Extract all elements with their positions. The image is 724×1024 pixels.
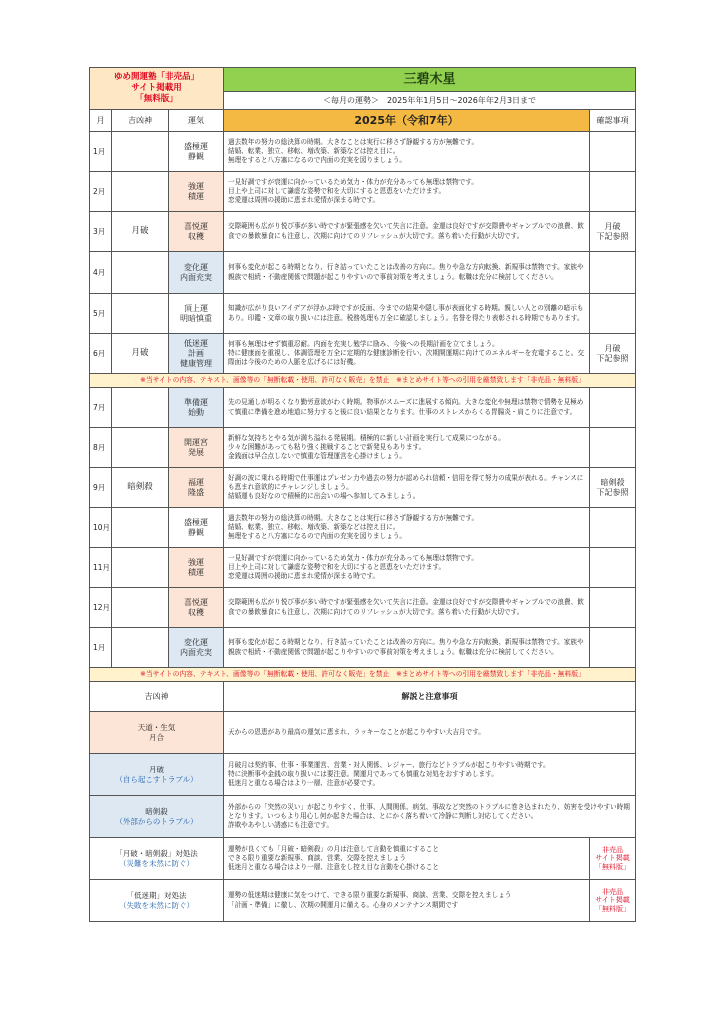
month-row	[90, 388, 636, 428]
check-cell	[590, 428, 636, 468]
brand-line-1: ゆめ開運塾「非売品」	[113, 72, 199, 82]
fortune-line: 低迷運	[184, 338, 208, 348]
legend-term-cell	[90, 838, 224, 880]
check-cell	[590, 508, 636, 548]
kikkyo-cell: 暗剣殺	[112, 468, 169, 508]
fortune-line: 福運	[188, 477, 204, 487]
kikkyo-cell	[112, 294, 169, 334]
fortune-line: 隆盛	[188, 487, 204, 497]
fortune-line: 積運	[188, 191, 204, 201]
year-label: 2025年（令和7年）	[224, 110, 590, 132]
legend-row	[90, 838, 636, 880]
period-text: ＜毎月の運勢＞ 2025年年1月5日～2026年年2月3日まで	[224, 92, 636, 110]
month-cell: 2月	[90, 172, 112, 212]
fortune-line: 盛極運	[184, 141, 208, 151]
fortune-line: 内面充実	[180, 272, 212, 282]
fortune-line: 喜悦運	[184, 597, 208, 607]
description-cell: 何事も変化が起こる時期となり、行き詰っていたことは改善の方向に。焦りや急な方向転換、新規事は禁物です。家族や親族で相続・不動産関係で問題が起こりやすいので事前対策を考えましょう。転職は充分に検討してください。	[224, 252, 590, 294]
check-cell	[590, 172, 636, 212]
month-cell: 5月	[90, 294, 112, 334]
check-cell: 月破 下記参照	[590, 212, 636, 252]
header-month: 月	[90, 110, 112, 132]
fortune-line: 変化運	[184, 262, 208, 272]
check-cell	[590, 628, 636, 668]
legend-description: 天からの恩恵があり最高の運気に恵まれ、ラッキーなことが起こりやすい大吉月です。	[224, 712, 636, 754]
fortune-line: 計画	[188, 348, 204, 358]
fortune-cell	[169, 172, 224, 212]
month-cell: 1月	[90, 132, 112, 172]
fortune-cell	[169, 508, 224, 548]
legend-description: 運勢の低迷期は健康に気をつけて、できる限り重要な新規事、商談、営業、交際を控えましょう 「計画・準備」に徹し、次期の開運月に備える。心身のメンテナンス期間です	[224, 880, 590, 922]
kikkyo-cell	[112, 132, 169, 172]
legend-term: 「月破・暗剣殺」対処法	[115, 848, 198, 858]
description-cell: 一見好調ですが衰運に向かっているため気力・体力が充分あっても無理は禁物です。 目上や上司に対して謙虚な姿勢で和を大切にすると恩恵をいただけます。 恋愛運は周囲の援助に恵まれ愛情が深まる時です。	[224, 548, 590, 588]
month-cell: 1月	[90, 628, 112, 668]
legend-row	[90, 880, 636, 922]
legend-term-cell	[90, 880, 224, 922]
fortune-line: 強運	[188, 557, 204, 567]
description-cell: 先の見通しが明るくなり勤労意欲がわく時期。物事がスムーズに進展する傾向。大きな変化や無理は禁物で情勢を見極めて慎重に準備を進め地道に努力すると後に良い結果となります。仕事のストレスからくる胃腸炎・肩こりに注意です。	[224, 388, 590, 428]
month-row	[90, 132, 636, 172]
description-cell: 知識が広がり良いアイデアが浮かぶ時ですが反面、今までの結果や隠し事が表面化する時期。親しい人との別離の暗示もあり。印鑑・文章の取り扱いには注意。税務処理も万全に確認しましょう。名誉を得たり表彰される時期でもあります。	[224, 294, 590, 334]
fortune-line: 健康管理	[180, 358, 212, 368]
month-cell: 10月	[90, 508, 112, 548]
month-cell: 12月	[90, 588, 112, 628]
check-cell: 暗剣殺 下記参照	[590, 468, 636, 508]
fortune-line: 発展	[188, 447, 204, 457]
fortune-line: 始動	[188, 407, 204, 417]
legend-description: 運勢が良くても「月破・暗剣殺」の月は注意して言動を慎重にすること できる限り重要な新規事、商談、営業、交際を控えましょう 低迷月と重なる場合はより一層、注意をし控え目な言動を心掛けること	[224, 838, 590, 880]
month-row	[90, 468, 636, 508]
kikkyo-cell	[112, 588, 169, 628]
check-cell	[590, 588, 636, 628]
description-cell: 一見好調ですが衰運に向かっているため気力・体力が充分あっても無理は禁物です。 目上や上司に対して謙虚な姿勢で和を大切にすると恩恵をいただけます。 恋愛運は周囲の援助に恵まれ愛情が深まる時です。	[224, 172, 590, 212]
check-cell	[590, 388, 636, 428]
fortune-line: 喜悦運	[184, 221, 208, 231]
fortune-cell	[169, 588, 224, 628]
legend-description: 月破月は契約事、仕事・事業運営、営業・対人関係、レジャー、旅行などトラブルが起こりやすい時期です。 特に決断事や金銭の取り扱いには要注意。閑運月であっても慎重な対処をおすすめします。 低迷月と重なる場合はより一層、注意が必要です。	[224, 754, 636, 796]
star-title: 三碧木星	[224, 68, 636, 92]
fortune-cell	[169, 252, 224, 294]
fortune-table	[89, 67, 636, 922]
fortune-line: 内面充実	[180, 647, 212, 657]
description-cell: 新鮮な気持ちとやる気が満ち溢れる発展期。積極的に新しい計画を実行して成果につながる。 少々な困難があっても粘り強く挑戦することで新発見もあります。 金銭面は早合点しないで慎重な管理運営を心掛けましょう。	[224, 428, 590, 468]
check-cell	[590, 294, 636, 334]
header-kikkyo: 吉凶神	[112, 110, 169, 132]
legend-term: 暗剣殺	[145, 806, 168, 816]
kikkyo-cell	[112, 548, 169, 588]
month-cell: 9月	[90, 468, 112, 508]
month-row	[90, 334, 636, 374]
fortune-cell	[169, 212, 224, 252]
check-cell: 月破 下記参照	[590, 334, 636, 374]
description-cell: 何事も無理はせず慎重忍耐。内面を充実し勉学に励み、今後への長期計画を立てましょう。 特に健康面を重視し、体調管理を万全に定期的な健康診断を行い、次期開運期に向けてのエネルギーを充電すること。交際面は今後のための人脈を広げるには好機。	[224, 334, 590, 374]
check-cell	[590, 252, 636, 294]
legend-note: 非売品 サイト掲載 「無料版」	[590, 838, 636, 880]
month-row	[90, 172, 636, 212]
legend-term-cell	[90, 796, 224, 838]
fortune-line: 強運	[188, 181, 204, 191]
description-cell: 何事も変化が起こる時期となり、行き詰っていたことは改善の方向に。焦りや急な方向転換、新規事は禁物です。家族や親族で相続・不動産関係で問題が起こりやすいので事前対策を考えましょう。転職は充分に検討してください。	[224, 628, 590, 668]
kikkyo-cell	[112, 508, 169, 548]
legend-subterm: （災難を未然に防ぐ）	[119, 858, 194, 868]
brand-line-3: 「無料版」	[135, 94, 178, 104]
fortune-cell	[169, 468, 224, 508]
month-cell: 3月	[90, 212, 112, 252]
legend-term-cell	[90, 712, 224, 754]
legend-subterm: （自ら起こすトラブル）	[115, 774, 198, 784]
month-row	[90, 252, 636, 294]
legend-header-right: 解説と注意事項	[224, 682, 636, 712]
notice-text: ※当サイトの内容、テキスト、画像等の「無断転載・使用、許可なく販売」を禁止 ※まとめサイト等への引用を厳禁致します「非売品・無料版」	[90, 668, 636, 682]
fortune-cell	[169, 334, 224, 374]
kikkyo-cell	[112, 628, 169, 668]
description-cell: 過去数年の努力の総決算の時期。大きなことは実行に移さず静観する方が無難です。 結婚、転業、独立、移転、増改築、新築などは控え目に。 無理をすると八方塞になるので内面の充実を図りましょう。	[224, 508, 590, 548]
kikkyo-cell: 月破	[112, 212, 169, 252]
fortune-line: 積運	[188, 567, 204, 577]
header-unki: 運気	[169, 110, 224, 132]
fortune-line: 静観	[188, 527, 204, 537]
description-cell: 過去数年の努力の総決算の時期。大きなことは実行に移さず静観する方が無難です。 結婚、転業、独立、移転、増改築、新築などは控え目に。 無理をすると八方塞になるので内面の充実を図りましょう。	[224, 132, 590, 172]
legend-header-left: 吉凶神	[90, 682, 224, 712]
month-row	[90, 212, 636, 252]
legend-term: 天道・生気 月合	[137, 722, 176, 742]
header-check: 確認事項	[590, 110, 636, 132]
description-cell: 交際範囲も広がり悦び事が多い時ですが緊張感を欠いて失言に注意。金運は良好ですが交際費やギャンブルでの浪費、飲食での暴飲暴食にも注意し、次期に向けてのリフレッシュが大切です。落ち着いた行動が大切です。	[224, 588, 590, 628]
legend-row	[90, 712, 636, 754]
fortune-cell	[169, 548, 224, 588]
fortune-line: 静観	[188, 151, 204, 161]
kikkyo-cell	[112, 388, 169, 428]
legend-row	[90, 796, 636, 838]
description-cell: 交際範囲も広がり悦び事が多い時ですが緊張感を欠いて失言に注意。金運は良好ですが交際費やギャンブルでの浪費、飲食での暴飲暴食にも注意し、次期に向けてのリフレッシュが大切です。落ち着いた行動が大切です。	[224, 212, 590, 252]
month-cell: 8月	[90, 428, 112, 468]
kikkyo-cell	[112, 252, 169, 294]
legend-description: 外部からの「突然の災い」が起こりやすく、仕事、人間関係、病気、事故など突然のトラブルに巻き込まれたり、妨害を受けやすい時期となります。いつもより用心し何か起きた場合は、とにかく落ち着いて冷静に判断し対応してください。 詐欺やあやしい誘惑にも注意です。	[224, 796, 636, 838]
legend-note: 非売品 サイト掲載 「無料版」	[590, 880, 636, 922]
fortune-cell	[169, 294, 224, 334]
fortune-line: 収穫	[188, 231, 204, 241]
fortune-cell	[169, 428, 224, 468]
month-row	[90, 428, 636, 468]
month-cell: 11月	[90, 548, 112, 588]
fortune-line: 開運宮	[184, 437, 208, 447]
month-cell: 7月	[90, 388, 112, 428]
legend-term-cell	[90, 754, 224, 796]
description-cell: 好調の波に乗れる時期で仕事運はプレゼン力や過去の努力が認められ信頼・信用を得て努力の成果が表れる。チャンスにも恵まれ意欲的にチャレンジしましょう。 結婚運も良好なので積極的に出会いの場へ参加してみましょう。	[224, 468, 590, 508]
fortune-cell	[169, 388, 224, 428]
kikkyo-cell	[112, 172, 169, 212]
legend-row	[90, 754, 636, 796]
month-row	[90, 548, 636, 588]
legend-subterm: （失敗を未然に防ぐ）	[119, 900, 194, 910]
check-cell	[590, 132, 636, 172]
month-row	[90, 294, 636, 334]
fortune-cell	[169, 628, 224, 668]
fortune-line: 変化運	[184, 637, 208, 647]
kikkyo-cell: 月破	[112, 334, 169, 374]
check-cell	[590, 548, 636, 588]
fortune-line: 頂上運	[184, 303, 208, 313]
fortune-cell	[169, 132, 224, 172]
brand-line-2: サイト掲載用	[131, 83, 182, 93]
month-row	[90, 628, 636, 668]
kikkyo-cell	[112, 428, 169, 468]
month-cell: 6月	[90, 334, 112, 374]
fortune-line: 収穫	[188, 607, 204, 617]
fortune-sheet	[89, 67, 635, 922]
month-row	[90, 588, 636, 628]
legend-term: 「低迷期」対処法	[126, 890, 187, 900]
fortune-line: 準備運	[184, 397, 208, 407]
month-row	[90, 508, 636, 548]
month-cell: 4月	[90, 252, 112, 294]
fortune-line: 明暗慎重	[180, 313, 212, 323]
fortune-line: 盛極運	[184, 517, 208, 527]
brand-label	[90, 68, 224, 110]
legend-term: 月破	[149, 764, 164, 774]
legend-subterm: （外部からのトラブル）	[115, 816, 198, 826]
notice-text: ※当サイトの内容、テキスト、画像等の「無断転載・使用、許可なく販売」を禁止 ※まとめサイト等への引用を厳禁致します「非売品・無料版」	[90, 374, 636, 388]
